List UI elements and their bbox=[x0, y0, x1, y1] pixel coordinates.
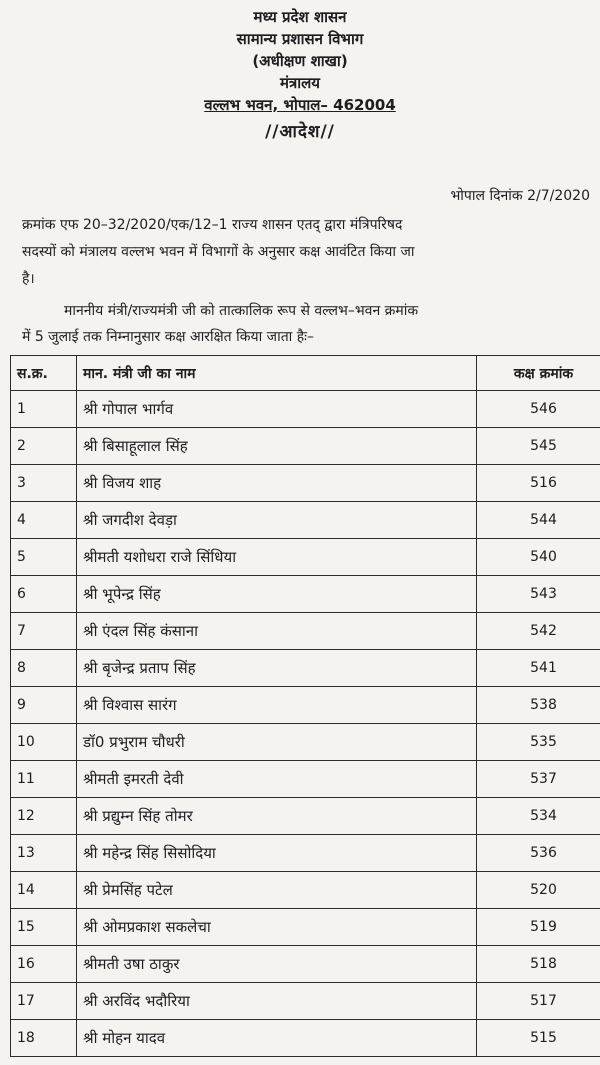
row-room-number: 541 bbox=[477, 650, 600, 687]
table-row bbox=[11, 539, 600, 576]
row-serial: 13 bbox=[11, 835, 77, 872]
row-room-number: 518 bbox=[477, 946, 600, 983]
header-branch: (अधीक्षण शाखा) bbox=[252, 52, 348, 70]
row-minister-name: डॉ0 प्रभुराम चौधरी bbox=[77, 724, 477, 761]
row-room-number: 537 bbox=[477, 761, 600, 798]
table-row bbox=[11, 650, 600, 687]
row-minister-name: श्री विश्वास सारंग bbox=[77, 687, 477, 724]
row-serial: 4 bbox=[11, 502, 77, 539]
order-paragraph-1 bbox=[22, 212, 600, 293]
paragraph-1-line-2: सदस्यों को मंत्रालय वल्लभ भवन में विभागों के अनुसार कक्ष आवंटित किया जा bbox=[22, 244, 415, 260]
row-room-number: 536 bbox=[477, 835, 600, 872]
paragraph-1-line-1: क्रमांक एफ 20–32/2020/एक/12–1 राज्य शासन एतद् द्वारा मंत्रिपरिषद bbox=[22, 217, 403, 233]
row-serial: 8 bbox=[11, 650, 77, 687]
row-room-number: 520 bbox=[477, 872, 600, 909]
header-department: सामान्य प्रशासन विभाग bbox=[236, 30, 364, 48]
row-minister-name: श्री महेन्द्र सिंह सिसोदिया bbox=[77, 835, 477, 872]
row-serial: 15 bbox=[11, 909, 77, 946]
row-minister-name: श्री भूपेन्द्र सिंह bbox=[77, 576, 477, 613]
row-serial: 7 bbox=[11, 613, 77, 650]
row-minister-name: श्री बृजेन्द्र प्रताप सिंह bbox=[77, 650, 477, 687]
row-minister-name: श्री जगदीश देवड़ा bbox=[77, 502, 477, 539]
header-minister-name: मान. मंत्री जी का नाम bbox=[77, 356, 477, 391]
table-row bbox=[11, 872, 600, 909]
row-room-number: 540 bbox=[477, 539, 600, 576]
paragraph-2-line-2: में 5 जुलाई तक निम्नानुसार कक्ष आरक्षित किया जाता हैः– bbox=[22, 329, 315, 345]
order-date: भोपाल दिनांक 2/7/2020 bbox=[450, 188, 590, 204]
row-room-number: 519 bbox=[477, 909, 600, 946]
row-room-number: 542 bbox=[477, 613, 600, 650]
table-row bbox=[11, 1020, 600, 1057]
row-minister-name: श्रीमती इमरती देवी bbox=[77, 761, 477, 798]
table-row bbox=[11, 502, 600, 539]
row-serial: 1 bbox=[11, 391, 77, 428]
table-row bbox=[11, 613, 600, 650]
row-minister-name: श्रीमती यशोधरा राजे सिंधिया bbox=[77, 539, 477, 576]
row-minister-name: श्री मोहन यादव bbox=[77, 1020, 477, 1057]
table-row bbox=[11, 465, 600, 502]
order-title: //आदेश// bbox=[265, 122, 335, 142]
table-row bbox=[11, 724, 600, 761]
table-row bbox=[11, 428, 600, 465]
row-minister-name: श्री ओमप्रकाश सकलेचा bbox=[77, 909, 477, 946]
paragraph-2-line-1: माननीय मंत्री/राज्यमंत्री जी को तात्कालिक रूप से वल्लभ–भवन क्रमांक bbox=[64, 303, 419, 319]
row-serial: 5 bbox=[11, 539, 77, 576]
table-row bbox=[11, 687, 600, 724]
row-serial: 16 bbox=[11, 946, 77, 983]
row-serial: 11 bbox=[11, 761, 77, 798]
header-room-number: कक्ष क्रमांक bbox=[477, 356, 600, 391]
table-row bbox=[11, 576, 600, 613]
row-minister-name: श्री बिसाहूलाल सिंह bbox=[77, 428, 477, 465]
row-serial: 6 bbox=[11, 576, 77, 613]
row-serial: 3 bbox=[11, 465, 77, 502]
row-room-number: 543 bbox=[477, 576, 600, 613]
row-minister-name: श्रीमती उषा ठाकुर bbox=[77, 946, 477, 983]
row-minister-name: श्री प्रद्युम्न सिंह तोमर bbox=[77, 798, 477, 835]
table-row bbox=[11, 909, 600, 946]
header-state-government: मध्य प्रदेश शासन bbox=[253, 8, 347, 26]
row-room-number: 544 bbox=[477, 502, 600, 539]
row-serial: 17 bbox=[11, 983, 77, 1020]
table-row bbox=[11, 391, 600, 428]
table-row bbox=[11, 798, 600, 835]
letterhead bbox=[0, 6, 600, 146]
row-minister-name: श्री प्रेमसिंह पटेल bbox=[77, 872, 477, 909]
row-minister-name: श्री विजय शाह bbox=[77, 465, 477, 502]
row-serial: 2 bbox=[11, 428, 77, 465]
table-header-row bbox=[11, 356, 600, 391]
row-room-number: 535 bbox=[477, 724, 600, 761]
table-row bbox=[11, 761, 600, 798]
row-minister-name: श्री गोपाल भार्गव bbox=[77, 391, 477, 428]
row-room-number: 515 bbox=[477, 1020, 600, 1057]
row-room-number: 538 bbox=[477, 687, 600, 724]
header-ministry: मंत्रालय bbox=[279, 74, 320, 92]
paragraph-1-line-3: है। bbox=[22, 271, 35, 287]
row-serial: 10 bbox=[11, 724, 77, 761]
table-row bbox=[11, 835, 600, 872]
table-row bbox=[11, 983, 600, 1020]
row-serial: 12 bbox=[11, 798, 77, 835]
order-paragraph-2 bbox=[22, 298, 600, 350]
row-serial: 14 bbox=[11, 872, 77, 909]
table-row bbox=[11, 946, 600, 983]
row-minister-name: श्री एंदल सिंह कंसाना bbox=[77, 613, 477, 650]
row-room-number: 545 bbox=[477, 428, 600, 465]
room-allotment-table bbox=[10, 355, 600, 1057]
row-room-number: 546 bbox=[477, 391, 600, 428]
row-room-number: 516 bbox=[477, 465, 600, 502]
row-serial: 18 bbox=[11, 1020, 77, 1057]
row-minister-name: श्री अरविंद भदौरिया bbox=[77, 983, 477, 1020]
row-serial: 9 bbox=[11, 687, 77, 724]
header-serial: स.क्र. bbox=[11, 356, 77, 391]
row-room-number: 517 bbox=[477, 983, 600, 1020]
row-room-number: 534 bbox=[477, 798, 600, 835]
header-address: वल्लभ भवन, भोपाल– 462004 bbox=[204, 96, 396, 114]
